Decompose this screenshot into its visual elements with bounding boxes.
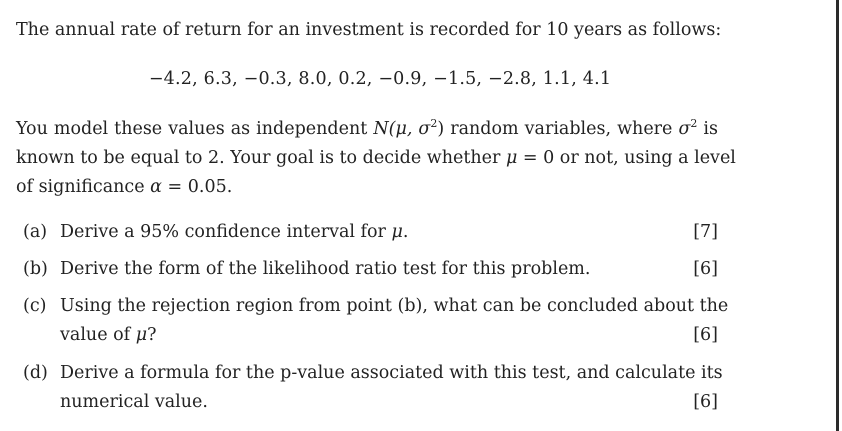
part-d-line-2: numerical value.: [60, 392, 208, 412]
part-b-marks: [6]: [693, 259, 718, 279]
data-values: −4.2, 6.3, −0.3, 8.0, 0.2, −0.9, −1.5, −2.8, 1.1, 4.1: [148, 69, 612, 89]
model-line-3: of significance α = 0.05.: [16, 177, 233, 197]
model-line-1: You model these values as independent N(μ, $\sigma^2$) random variables, where $\sigma^2$ is: [16, 117, 718, 139]
part-a-label: (a): [23, 222, 48, 242]
part-c-line-2: value of μ?: [60, 325, 157, 345]
part-d-label: (d): [23, 363, 48, 383]
model-line-2: known to be equal to 2. Your goal is to decide whether μ = 0 or not, using a level: [16, 148, 736, 168]
part-b-label: (b): [23, 259, 48, 279]
part-c-line-1: Using the rejection region from point (b), what can be concluded about the: [60, 296, 729, 316]
part-d-line-1: Derive a formula for the p-value associated with this test, and calculate its: [60, 363, 723, 383]
part-a-text: Derive a 95% confidence interval for μ.: [60, 222, 409, 242]
part-d-marks: [6]: [693, 392, 718, 412]
part-c-label: (c): [23, 296, 47, 316]
part-c-marks: [6]: [693, 325, 718, 345]
part-a-marks: [7]: [693, 222, 718, 242]
part-b-text: Derive the form of the likelihood ratio test for this problem.: [60, 259, 591, 279]
page-edge-rule: [836, 0, 839, 431]
intro-text: The annual rate of return for an investment is recorded for 10 years as follows:: [16, 20, 722, 40]
